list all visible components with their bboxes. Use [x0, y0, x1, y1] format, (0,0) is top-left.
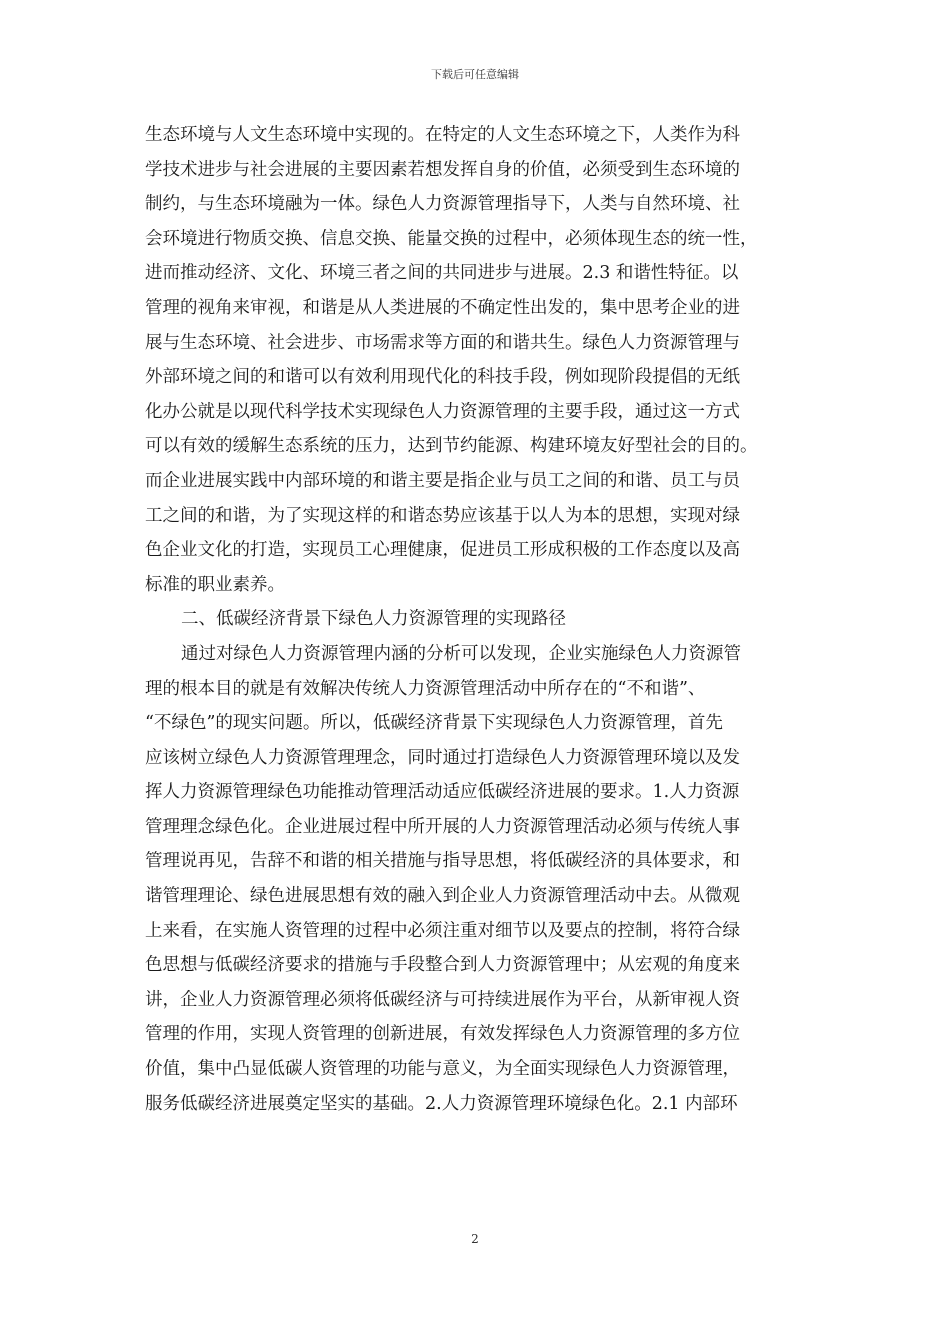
text-line: 学技术进步与社会进展的主要因素若想发挥自身的价值，必须受到生态环境的 [145, 159, 740, 180]
text-line: 标准的职业素养。 [145, 574, 285, 595]
text-line: 化办公就是以现代科学技术实现绿色人力资源管理的主要手段，通过这一方式 [145, 401, 740, 422]
text-line: 管理理念绿色化。企业进展过程中所开展的人力资源管理活动必须与传统人事 [145, 816, 740, 837]
text-line: 制约，与生态环境融为一体。绿色人力资源管理指导下，人类与自然环境、社 [145, 194, 740, 215]
text-line: 展与生态环境、社会进步、市场需求等方面的和谐共生。绿色人力资源管理与 [145, 332, 740, 353]
text-line: 上来看，在实施人资管理的过程中必须注重对细节以及要点的控制，将符合绿 [145, 920, 740, 941]
text-line: 而企业进展实践中内部环境的和谐主要是指企业与员工之间的和谐、员工与员 [145, 470, 740, 491]
text-line: 讲，企业人力资源管理必须将低碳经济与可持续进展作为平台，从新审视人资 [145, 989, 740, 1010]
document-body [145, 118, 815, 1121]
text-line: 色思想与低碳经济要求的措施与手段整合到人力资源管理中；从宏观的角度来 [145, 955, 740, 976]
text-line: 管理的作用，实现人资管理的创新进展，有效发挥绿色人力资源管理的多方位 [145, 1024, 740, 1045]
text-line: 价值，集中凸显低碳人资管理的功能与意义，为全面实现绿色人力资源管理， [145, 1059, 740, 1080]
text-line: 会环境进行物质交换、信息交换、能量交换的过程中，必须体现生态的统一性， [145, 228, 758, 249]
text-line: 外部环境之间的和谐可以有效利用现代化的科技手段，例如现阶段提倡的无纸 [145, 367, 740, 388]
text-line: 进而推动经济、文化、环境三者之间的共同进步与进展。2.3 和谐性特征。以 [145, 263, 739, 284]
text-line: 谐管理理论、绿色进展思想有效的融入到企业人力资源管理活动中去。从微观 [145, 886, 740, 907]
section-heading: 二、低碳经济背景下绿色人力资源管理的实现路径 [181, 609, 566, 630]
text-line: 服务低碳经济进展奠定坚实的基础。2.人力资源管理环境绿色化。2.1 内部环 [145, 1093, 738, 1114]
text-line: 管理说再见，告辞不和谐的相关措施与指导思想，将低碳经济的具体要求，和 [145, 851, 740, 872]
text-line: 通过对绿色人力资源管理内涵的分析可以发现，企业实施绿色人力资源管 [181, 643, 741, 664]
text-line: 管理的视角来审视，和谐是从人类进展的不确定性出发的，集中思考企业的进 [145, 297, 740, 318]
page-number: 2 [471, 1232, 479, 1246]
text-line: “不绿色”的现实问题。所以，低碳经济背景下实现绿色人力资源管理，首先 [145, 713, 723, 734]
text-line: 理的根本目的就是有效解决传统人力资源管理活动中所存在的“不和谐”、 [145, 678, 706, 699]
text-line: 色企业文化的打造，实现员工心理健康，促进员工形成积极的工作态度以及高 [145, 540, 740, 561]
text-line: 应该树立绿色人力资源管理理念，同时通过打造绿色人力资源管理环境以及发 [145, 747, 740, 768]
text-line: 挥人力资源管理绿色功能推动管理活动适应低碳经济进展的要求。1.人力资源 [145, 782, 740, 803]
text-line: 工之间的和谐，为了实现这样的和谐态势应该基于以人为本的思想，实现对绿 [145, 505, 740, 526]
page-header: 下载后可任意编辑 [431, 68, 519, 81]
text-line: 可以有效的缓解生态系统的压力，达到节约能源、构建环境友好型社会的目的。 [145, 436, 758, 457]
text-line: 生态环境与人文生态环境中实现的。在特定的人文生态环境之下，人类作为科 [145, 125, 740, 145]
